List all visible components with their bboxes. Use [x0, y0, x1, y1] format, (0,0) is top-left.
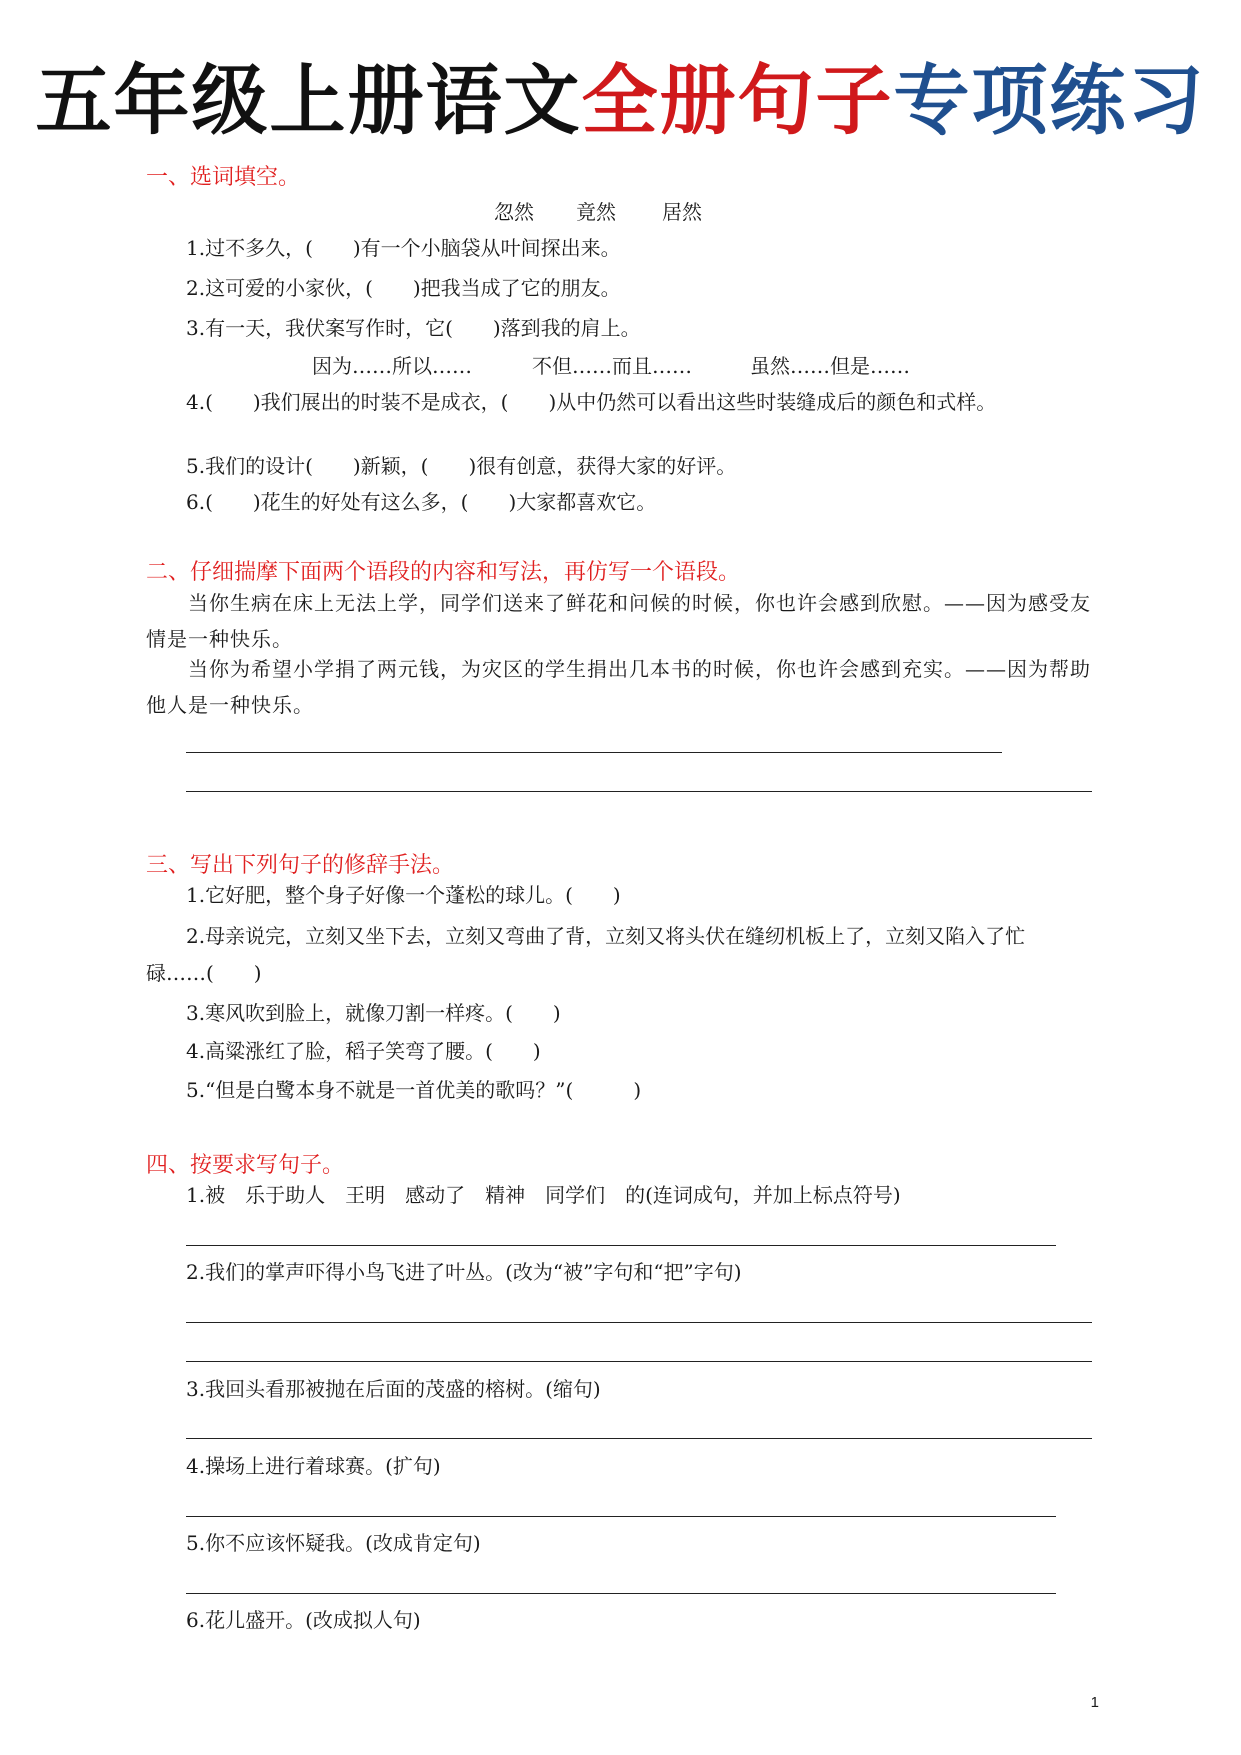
conjunction-choice: 不但……而且…… — [532, 354, 692, 378]
title-part-2: 全册句子 — [581, 56, 894, 145]
answer-line[interactable] — [186, 1593, 1056, 1594]
question-item: 1.过不多久，( )有一个小脑袋从叶间探出来。 — [186, 236, 621, 260]
question-item: 1.它好肥，整个身子好像一个蓬松的球儿。( ) — [186, 883, 621, 907]
section-4-heading: 四、按要求写句子。 — [146, 1153, 345, 1178]
page-number: 1 — [1090, 1694, 1099, 1711]
question-item: 2.这可爱的小家伙，( )把我当成了它的朋友。 — [186, 276, 621, 300]
question-item: 6.花儿盛开。(改成拟人句) — [186, 1608, 421, 1632]
example-paragraph-2: 当你为希望小学捐了两元钱，为灾区的学生捐出几本书的时候，你也许会感到充实。——因为帮助他人是一种快乐。 — [146, 657, 1091, 717]
title-part-1: 五年级上册语文 — [35, 56, 582, 145]
question-item: 6.( )花生的好处有这么多，( )大家都喜欢它。 — [186, 490, 657, 514]
conjunction-choice: 虽然……但是…… — [750, 354, 910, 378]
question-item: 2.我们的掌声吓得小鸟飞进了叶丛。(改为“被”字句和“把”字句) — [186, 1260, 742, 1284]
question-item: 3.有一天，我伏案写作时，它( )落到我的肩上。 — [186, 316, 641, 340]
question-item: 5.“但是白鹭本身不就是一首优美的歌吗？”( ) — [186, 1078, 642, 1102]
question-item-continued: 碌……( ) — [146, 961, 262, 985]
answer-line[interactable] — [186, 1361, 1092, 1362]
question-item: 3.寒风吹到脸上，就像刀割一样疼。( ) — [186, 1001, 561, 1025]
word-choice: 竟然 — [576, 200, 616, 224]
answer-line[interactable] — [186, 1322, 1092, 1323]
answer-line[interactable] — [186, 1245, 1056, 1246]
answer-line[interactable] — [186, 791, 1092, 792]
question-item: 1.被 乐于助人 王明 感动了 精神 同学们 的(连词成句，并加上标点符号) — [186, 1183, 901, 1207]
question-item: 5.我们的设计( )新颖，( )很有创意，获得大家的好评。 — [186, 454, 737, 478]
question-item: 2.母亲说完，立刻又坐下去，立刻又弯曲了背，立刻又将头伏在缝纫机板上了，立刻又陷入了忙 — [186, 924, 1026, 948]
word-choice: 居然 — [662, 200, 702, 224]
question-item: 4.高粱涨红了脸，稻子笑弯了腰。( ) — [186, 1039, 541, 1063]
question-item: 5.你不应该怀疑我。(改成肯定句) — [186, 1531, 481, 1555]
question-item: 4.( )我们展出的时装不是成衣，( )从中仍然可以看出这些时装缝成后的颜色和式样。 — [186, 390, 997, 414]
section-1-heading: 一、选词填空。 — [146, 165, 301, 190]
example-paragraph-1: 当你生病在床上无法上学，同学们送来了鲜花和问候的时候，你也许会感到欣慰。——因为感受友情是一种快乐。 — [146, 591, 1091, 651]
section-3-heading: 三、写出下列句子的修辞手法。 — [146, 853, 455, 878]
word-choice: 忽然 — [494, 200, 534, 224]
answer-line[interactable] — [186, 752, 1002, 753]
answer-line[interactable] — [186, 1516, 1056, 1517]
answer-line[interactable] — [186, 1438, 1092, 1439]
conjunction-choice: 因为……所以…… — [312, 354, 472, 378]
title-part-3: 专项练习 — [893, 56, 1206, 145]
question-item: 4.操场上进行着球赛。(扩句) — [186, 1454, 441, 1478]
question-item: 3.我回头看那被抛在后面的茂盛的榕树。(缩句) — [186, 1377, 601, 1401]
section-2-heading: 二、仔细揣摩下面两个语段的内容和写法，再仿写一个语段。 — [146, 560, 741, 585]
page-title — [0, 40, 1241, 149]
